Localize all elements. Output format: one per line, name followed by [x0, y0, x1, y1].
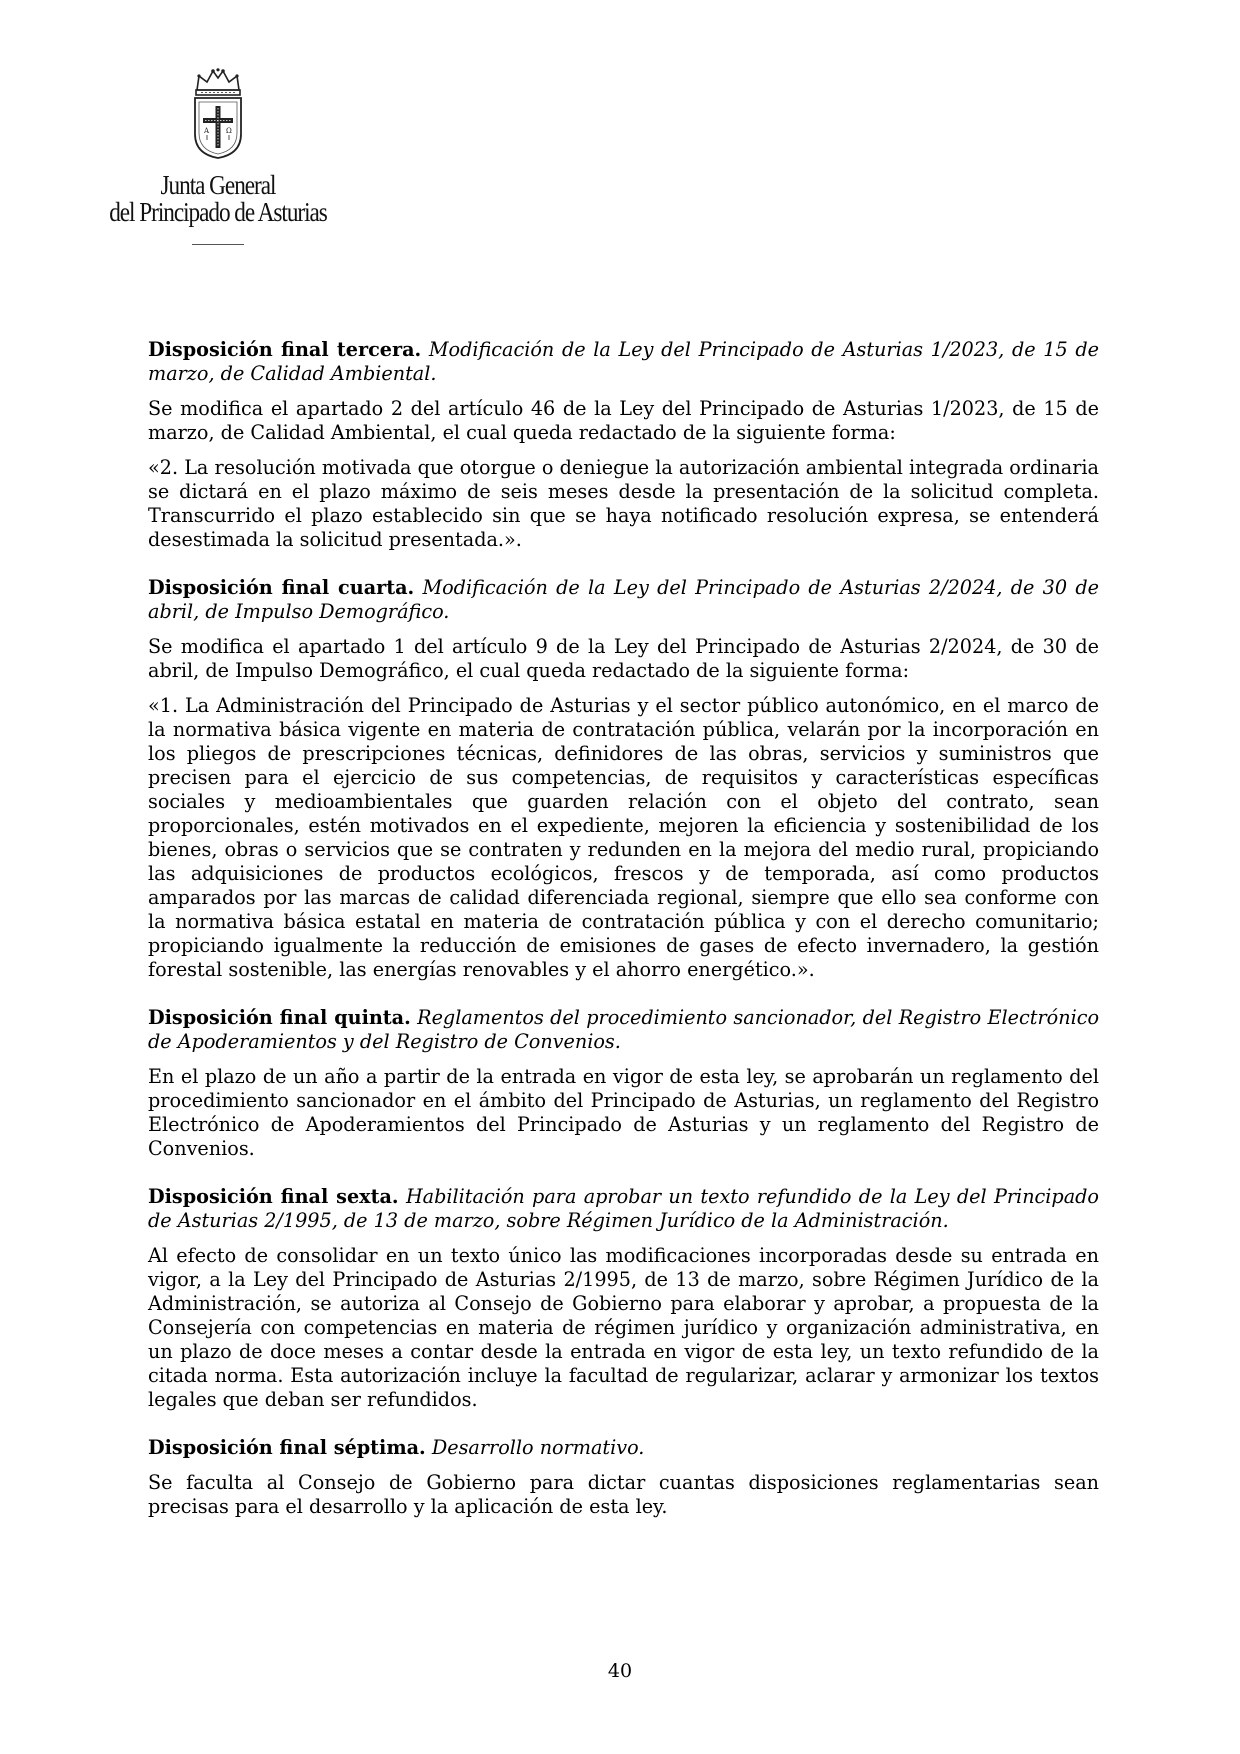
- body-paragraph: En el plazo de un año a partir de la entrada en vigor de esta ley, se aprobarán un reglamento del procedimiento sancionador en el ámbito del Principado de Asturias, un reglamento del Registro Electrónico de Apoderamientos del Principado de Asturias y un reglamento del Registro de Convenios.: [148, 1065, 1099, 1160]
- section-subtitle: Modificación de la Ley del Principado de Asturias 1/2023, de 15 de marzo, de Calidad Ambiental.: [148, 338, 1099, 385]
- section-heading: [148, 338, 1099, 386]
- section-title: Disposición final tercera.: [148, 338, 422, 361]
- section-heading: [148, 1185, 1099, 1233]
- section-title: Disposición final cuarta.: [148, 576, 415, 599]
- section-title: Disposición final sexta.: [148, 1185, 399, 1208]
- section-subtitle: Habilitación para aprobar un texto refundido de la Ley del Principado de Asturias 2/1995, de 13 de marzo, sobre Régimen Jurídico de la Administración.: [148, 1185, 1099, 1232]
- section-quinta: [148, 1006, 1099, 1161]
- document-body: [148, 338, 1099, 1543]
- section-title: Disposición final séptima.: [148, 1436, 426, 1459]
- body-paragraph: Se faculta al Consejo de Gobierno para dictar cuantas disposiciones reglamentarias sean precisas para el desarrollo y la aplicación de esta ley.: [148, 1471, 1099, 1518]
- section-heading: [148, 1436, 1099, 1460]
- coat-of-arms-icon: [189, 68, 247, 160]
- body-paragraph: Al efecto de consolidar en un texto único las modificaciones incorporadas desde su entrada en vigor, a la Ley del Principado de Asturias 2/1995, de 13 de marzo, sobre Régimen Jurídico de la Administración, se autoriza al Consejo de Gobierno para elaborar y aprobar, a propuesta de la Consejería con competencias en materia de régimen jurídico y organización administrativa, en un plazo de doce meses a contar desde la entrada en vigor de esta ley, un texto refundido de la citada norma. Esta autorización incluye la facultad de regularizar, aclarar y armonizar los textos legales que deban ser refundidos.: [148, 1244, 1099, 1411]
- body-paragraph: Se modifica el apartado 2 del artículo 46 de la Ley del Principado de Asturias 1/2023, de 15 de marzo, de Calidad Ambiental, el cual queda redactado de la siguiente forma:: [148, 397, 1099, 444]
- section-cuarta: [148, 576, 1099, 982]
- section-heading: [148, 1006, 1099, 1054]
- org-name-line1: Junta General: [160, 170, 276, 200]
- section-subtitle: Desarrollo normativo.: [431, 1436, 645, 1459]
- letterhead: [88, 68, 348, 245]
- section-septima: [148, 1436, 1099, 1519]
- body-paragraph: Se modifica el apartado 1 del artículo 9 de la Ley del Principado de Asturias 2/2024, de 30 de abril, de Impulso Demográfico, el cual queda redactado de la siguiente forma:: [148, 635, 1099, 682]
- quoted-paragraph: «1. La Administración del Principado de Asturias y el sector público autonómico, en el marco de la normativa básica vigente en materia de contratación pública, velarán por la incorporación en los pliegos de prescripciones técnicas, definidores de las obras, servicios y suministros que precisen para el ejercicio de sus competencias, de requisitos y características específicas sociales y medioambientales que guarden relación con el objeto del contrato, sean proporcionales, estén motivados en el expediente, mejoren la eficiencia y sostenibilidad de los bienes, obras o servicios que se contraten y redunden en la mejora del medio rural, propiciando las adquisiciones de productos ecológicos, frescos y de temporada, así como productos amparados por las marcas de calidad diferenciada regional, siempre que ello sea conforme con la normativa básica estatal en materia de contratación pública y con el derecho comunitario; propiciando igualmente la reducción de emisiones de gases de efecto invernadero, la gestión forestal sostenible, las energías renovables y el ahorro energético.».: [148, 694, 1099, 981]
- section-tercera: [148, 338, 1099, 552]
- header-divider: [192, 244, 244, 245]
- quoted-paragraph: «2. La resolución motivada que otorgue o deniegue la autorización ambiental integrada ordinaria se dictará en el plazo máximo de seis meses desde la presentación de la solicitud completa. Transcurrido el plazo establecido sin que se haya notificado resolución expresa, se entenderá desestimada la solicitud presentada.».: [148, 456, 1099, 551]
- section-subtitle: Reglamentos del procedimiento sancionador, del Registro Electrónico de Apoderamientos y del Registro de Convenios.: [148, 1006, 1099, 1053]
- section-title: Disposición final quinta.: [148, 1006, 411, 1029]
- section-subtitle: Modificación de la Ley del Principado de Asturias 2/2024, de 30 de abril, de Impulso Demográfico.: [148, 576, 1099, 623]
- svg-text:A: A: [204, 127, 210, 135]
- section-heading: [148, 576, 1099, 624]
- svg-text:Ω: Ω: [226, 127, 232, 135]
- page-number: 40: [607, 1660, 633, 1682]
- section-sexta: [148, 1185, 1099, 1412]
- org-name-line2: del Principado de Asturias: [109, 197, 327, 227]
